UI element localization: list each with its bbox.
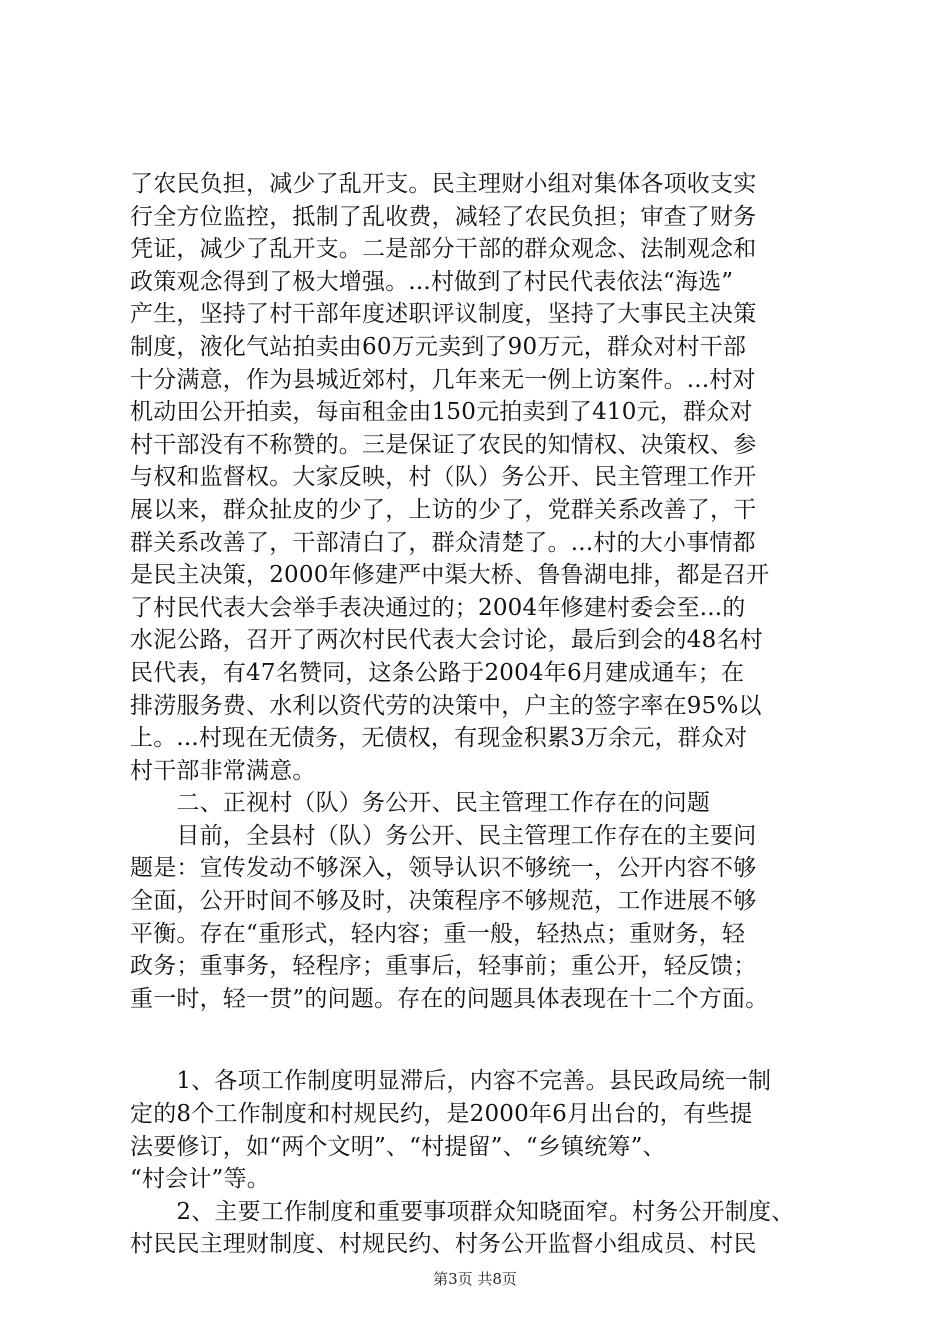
text-line: 是民主决策，2000年修建严中渠大桥、鲁鲁湖电排，都是召开 [130, 562, 770, 589]
text-line: 村干部非常满意。 [130, 757, 316, 784]
text-line: 法要修订，如“两个文明”、“村提留”、“乡镇统筹”、 [130, 1133, 666, 1160]
text-line: “村会计”等。 [130, 1166, 270, 1193]
text-line: 了农民负担，减少了乱开支。民主理财小组对集体各项收支实 [130, 171, 757, 197]
text-line: 民代表，有47名赞同，这条公路于2004年6月建成通车；在 [130, 659, 745, 686]
text-line: 2、主要工作制度和重要事项群众知晓面窄。村务公开制度、 [130, 1198, 795, 1225]
text-line: 题是：宣传发动不够深入，领导认识不够统一，公开内容不够 [130, 855, 757, 882]
paragraph-block-1 [130, 168, 850, 1015]
text-line: 水泥公路，召开了两次村民代表大会讨论，最后到会的48名村 [130, 627, 763, 654]
text-line: 目前，全县村（队）务公开、民主管理工作存在的主要问 [130, 822, 757, 849]
text-line: 重一时，轻一贯”的问题。存在的问题具体表现在十二个方面。 [130, 985, 769, 1012]
text-line: 排涝服务费、水利以资代劳的决策中，户主的签字率在95%以 [130, 692, 762, 719]
text-line: 平衡。存在“重形式，轻内容；重一般，轻热点；重财务，轻 [130, 920, 746, 947]
text-line: 凭证，减少了乱开支。二是部分干部的群众观念、法制观念和 [130, 236, 757, 263]
page-footer: 第3页 共8页 [433, 1270, 517, 1288]
text-line: 群关系改善了，干部清白了，群众清楚了。...村的大小事情都 [130, 529, 756, 556]
text-line: 政务；重事务，轻程序；重事后，轻事前；重公开，轻反馈； [130, 953, 757, 980]
text-line: 十分满意，作为县城近郊村，几年来无一例上访案件。...村对 [130, 366, 756, 393]
text-line: 制度，液化气站拍卖由60万元卖到了90万元，群众对村干部 [130, 333, 747, 360]
text-line: 村民民主理财制度、村规民约、村务公开监督小组成员、村民 [130, 1231, 757, 1258]
paragraph-gap [130, 1015, 850, 1065]
text-line: 上。...村现在无债务，无债权，有现金积累3万余元，群众对 [130, 725, 748, 752]
paragraph-block-2 [130, 1065, 850, 1261]
text-line: 全面，公开时间不够及时，决策程序不够规范，工作进展不够 [130, 888, 757, 915]
text-line: 展以来，群众扯皮的少了，上访的少了，党群关系改善了，干 [130, 496, 757, 523]
body-text [130, 168, 850, 1261]
text-line: 二、正视村（队）务公开、民主管理工作存在的问题 [130, 790, 710, 817]
text-line: 定的8个工作制度和村规民约，是2000年6月出台的，有些提 [130, 1101, 753, 1128]
text-line: 产生，坚持了村干部年度述职评议制度，坚持了大事民主决策 [130, 301, 757, 328]
text-line: 1、各项工作制度明显滞后，内容不完善。县民政局统一制 [130, 1068, 772, 1095]
text-line: 机动田公开拍卖，每亩租金由150元拍卖到了410元，群众对 [130, 399, 753, 426]
text-line: 行全方位监控，抵制了乱收费，减轻了农民负担；审查了财务 [130, 203, 757, 230]
text-line: 村干部没有不称赞的。三是保证了农民的知情权、决策权、参 [130, 431, 757, 458]
text-line: 与权和监督权。大家反映，村（队）务公开、民主管理工作开 [130, 464, 757, 491]
text-line: 政策观念得到了极大增强。...村做到了村民代表依法“海选” [130, 268, 734, 295]
text-line: 了村民代表大会举手表决通过的；2004年修建村委会至...的 [130, 594, 746, 621]
